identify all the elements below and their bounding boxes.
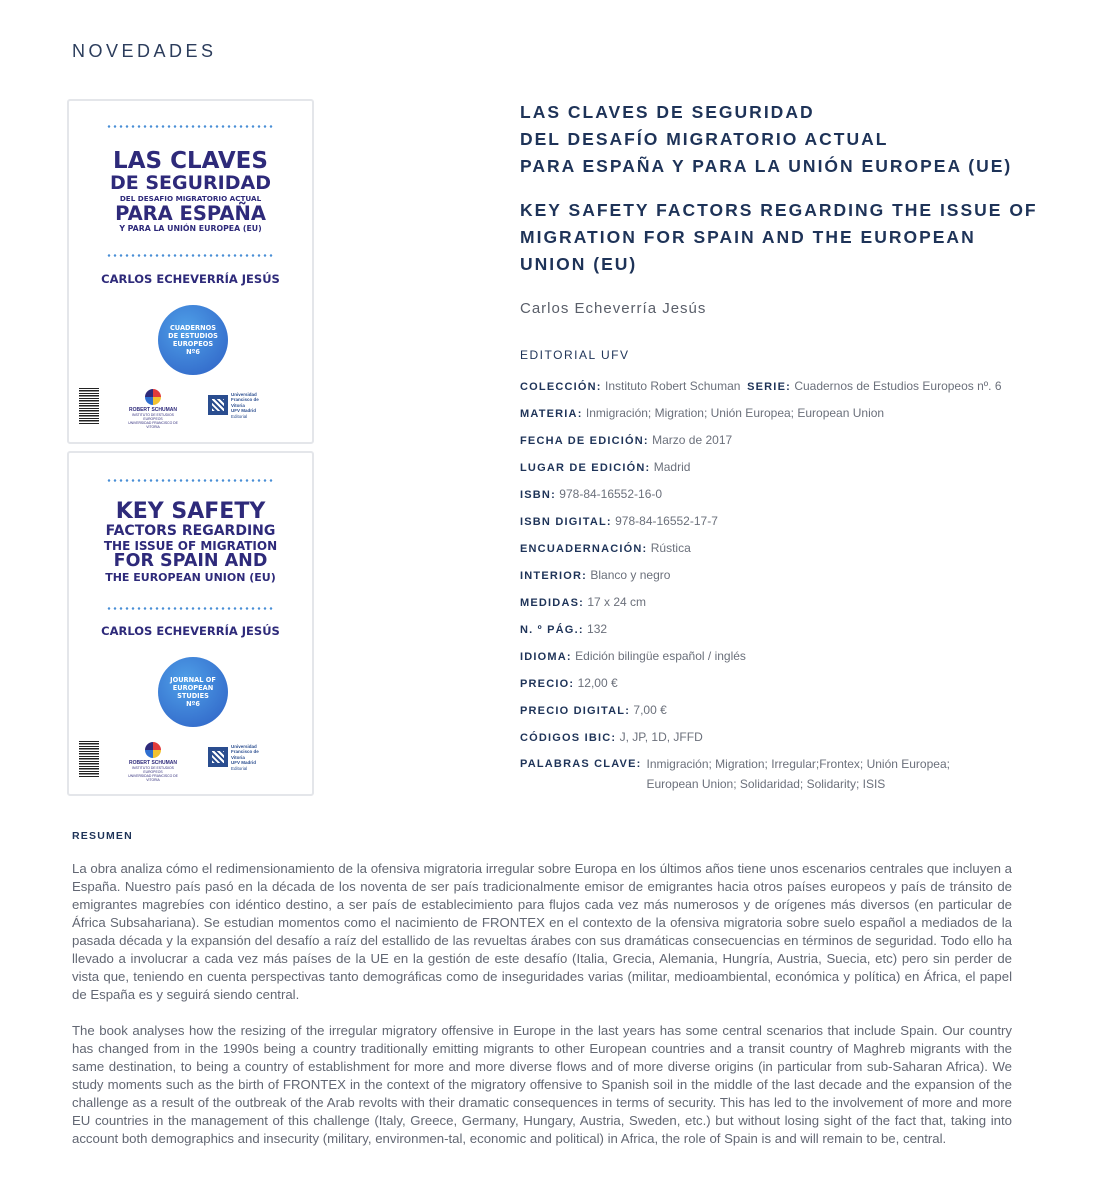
cover-title-line: KEY SAFETY	[115, 499, 266, 524]
title-line: LAS CLAVES DE SEGURIDAD	[520, 102, 815, 122]
meta-value: Cuadernos de Estudios Europeos nº. 6	[794, 379, 1002, 393]
meta-precio	[520, 673, 1060, 694]
meta-value: J, JP, 1D, JFFD	[619, 730, 703, 744]
meta-key: PRECIO:	[520, 678, 575, 690]
cover-title-line: DE SEGURIDAD	[110, 172, 271, 194]
meta-key: SERIE:	[747, 381, 791, 393]
cover-title-line: FOR SPAIN AND	[113, 551, 268, 571]
book-title-english	[520, 197, 1060, 278]
badge-line: JOURNAL OF	[170, 675, 216, 684]
meta-key: CÓDIGOS IBIC:	[520, 732, 617, 744]
series-badge	[158, 657, 228, 727]
badge-line: CUADERNOS	[169, 323, 216, 332]
logo-text: Editorial	[231, 765, 248, 771]
badge-line: EUROPEOS	[172, 340, 214, 348]
title-line: UNION (EU)	[520, 254, 638, 274]
section-label: NOVEDADES	[72, 41, 217, 61]
meta-materia	[520, 403, 1060, 424]
cover-title-line: FACTORS REGARDING	[105, 523, 276, 539]
badge-line: STUDIES	[177, 692, 209, 700]
logo-text: ROBERT SCHUMAN	[128, 407, 178, 413]
meta-key: MATERIA:	[520, 408, 583, 420]
meta-idioma	[520, 646, 1060, 667]
logo-text: UFV Madrid	[231, 760, 257, 766]
meta-value: Rústica	[650, 541, 691, 555]
resumen-spanish: La obra analiza cómo el redimensionamiento de la ofensiva migratoria irregular sobre Europa en los últimos años tiene unos escenarios centrales que incluyen a España. Nuestro país pasó en la década de los noventa de ser país tradicionalmente emisor de emigrantes hacia otros países europeos y país de tránsito de emigrantes magrebíes con idéntico destino, a ser país de establecimiento para flujos cada vez más numerosos y de orígenes más diversos (en particular de África Subsahariana). Se estudian momentos como el nacimiento de FRONTEX en el contexto de la ofensiva migratoria sobre suelo español a mediados de la pasada década y la expansión del desafío a raíz del estallido de las revueltas árabes con sus dramáticas consecuencias en términos de seguridad. Todo ello ha llevado a involucrar a cada vez más países de la UE en la gestión de este desafío (Italia, Grecia, Alemania, Hungría, Austria, Suecia, etc) pero sin perder de vista que, teniendo en cuenta perspectivas tanto demográficas como de inseguridades varias (militar, medioambiental, económica y política) en África, el papel de España es y seguirá siendo central.	[72, 861, 1012, 1002]
keywords-line: European Union; Solidaridad; Solidarity; ISIS	[646, 777, 886, 791]
meta-fecha	[520, 430, 1060, 451]
meta-encuadernacion	[520, 538, 1060, 559]
cover-author: CARLOS ECHEVERRÍA JESÚS	[101, 624, 280, 638]
series-badge	[158, 305, 228, 375]
dotted-divider	[106, 254, 275, 257]
meta-value: 978-84-16552-16-0	[559, 487, 663, 501]
cover-title-line: THE EUROPEAN UNION (EU)	[105, 570, 276, 584]
meta-value: Inmigración; Migration; Unión Europea; European Union	[585, 406, 885, 420]
meta-key: MEDIDAS:	[520, 597, 584, 609]
cover-author: CARLOS ECHEVERRÍA JESÚS	[101, 272, 280, 286]
meta-value: Madrid	[653, 460, 691, 474]
meta-key: COLECCIÓN:	[520, 381, 602, 393]
cover-title	[79, 150, 302, 233]
badge-line: DE ESTUDIOS	[168, 331, 218, 340]
meta-palabras-clave	[520, 754, 1060, 794]
book-cover-spanish[interactable]	[67, 99, 314, 444]
ufv-mark-icon	[208, 747, 228, 767]
cover-title-line: Y PARA LA UNIÓN EUROPEA (EU)	[119, 223, 262, 233]
meta-isbn	[520, 484, 1060, 505]
logo-text: INSTITUTO DE ESTUDIOS EUROPEOS	[132, 766, 174, 774]
barcode-icon	[79, 741, 99, 777]
ufv-mark-icon	[208, 395, 228, 415]
barcode-icon	[79, 388, 99, 424]
dotted-divider	[106, 479, 275, 482]
meta-key: PALABRAS CLAVE:	[520, 758, 642, 770]
cover-title	[79, 501, 302, 583]
logo-text: Francisco de Vitoria	[231, 397, 259, 408]
meta-key: IDIOMA:	[520, 651, 572, 663]
meta-key: PRECIO DIGITAL:	[520, 705, 631, 717]
meta-key: ISBN:	[520, 489, 556, 501]
book-cover-english[interactable]	[67, 451, 314, 796]
badge-line: Nº6	[186, 700, 200, 709]
book-title-spanish	[520, 99, 1060, 180]
meta-key: INTERIOR:	[520, 570, 588, 582]
meta-value: Blanco y negro	[590, 568, 671, 582]
meta-medidas	[520, 592, 1060, 613]
logo-text: UNIVERSIDAD FRANCISCO DE VITORIA	[128, 774, 178, 782]
dotted-divider	[106, 125, 275, 128]
meta-key: N. º PÁG.:	[520, 624, 584, 636]
robert-schuman-mark-icon	[145, 389, 161, 405]
badge-line: EUROPEAN	[172, 683, 214, 692]
badge-line: Nº6	[186, 348, 200, 357]
meta-value: 17 x 24 cm	[587, 595, 647, 609]
logo-text: INSTITUTO DE ESTUDIOS EUROPEOS	[132, 413, 174, 421]
meta-ibic	[520, 727, 1060, 748]
cover-title-line: PARA ESPAÑA	[115, 202, 266, 226]
meta-coleccion	[520, 376, 1060, 397]
keywords-line: Inmigración; Migration; Irregular;Frontex; Unión Europea;	[646, 757, 950, 771]
title-line: MIGRATION FOR SPAIN AND THE EUROPEAN	[520, 227, 976, 247]
cover-title-line: THE ISSUE OF MIGRATION	[103, 539, 278, 553]
meta-value	[646, 754, 1060, 794]
meta-paginas	[520, 619, 1060, 640]
robert-schuman-mark-icon	[145, 742, 161, 758]
book-author: Carlos Echeverría Jesús	[520, 300, 707, 317]
dotted-divider	[106, 607, 275, 610]
logo-text: Universidad	[231, 744, 257, 749]
robert-schuman-logo	[127, 389, 179, 429]
meta-value: 132	[587, 622, 608, 636]
title-line: KEY SAFETY FACTORS REGARDING THE ISSUE OF	[520, 200, 1038, 220]
meta-value: Marzo de 2017	[652, 433, 733, 447]
cover-title-line: LAS CLAVES	[113, 148, 268, 174]
meta-lugar	[520, 457, 1060, 478]
resumen-english: The book analyses how the resizing of the irregular migratory offensive in Europe in the last years has some central scenarios that include Spain. Our country has changed from in the 1990s being a country traditionally emitting migrants to other European countries and a transit country of Maghreb migrants with the same destination, to being a country of establishment for more and more diverse flows and of more diverse origins (in particular from sub-Saharan Africa). We study moments such as the birth of FRONTEX in the context of the migratory offensive to Spanish soil in the middle of the last decade and the expansion of the challenge as a result of the outbreak of the Arab revolts with their dramatic consequences in terms of security. This has led to the involvement of more and more EU countries in the management of this challenge (Italy, Greece, Germany, Hungary, Austria, Sweden, etc.) but without losing sight of the fact that, taking into account both demographics and insecurity (military, environmen-tal, economic and political) in Africa, the role of Spain is and will remain to be, central.	[72, 1023, 1012, 1146]
meta-key: ISBN DIGITAL:	[520, 516, 612, 528]
meta-isbn-digital	[520, 511, 1060, 532]
title-line: DEL DESAFÍO MIGRATORIO ACTUAL	[520, 129, 889, 149]
meta-value: Instituto Robert Schuman	[605, 379, 741, 393]
logo-text: Editorial	[231, 413, 248, 419]
meta-value: 978-84-16552-17-7	[615, 514, 718, 528]
robert-schuman-logo	[127, 742, 179, 782]
ufv-logo	[208, 744, 273, 771]
meta-value: Edición bilingüe español / inglés	[575, 649, 746, 663]
meta-precio-digital	[520, 700, 1060, 721]
logo-text: ROBERT SCHUMAN	[128, 760, 178, 766]
ufv-logo	[208, 392, 273, 419]
title-line: PARA ESPAÑA Y PARA LA UNIÓN EUROPEA (UE)	[520, 156, 1013, 176]
logo-text: UFV Madrid	[231, 408, 257, 414]
meta-value: 12,00 €	[577, 676, 618, 690]
logo-text: UNIVERSIDAD FRANCISCO DE VITORIA	[128, 421, 178, 429]
resumen-heading: RESUMEN	[72, 830, 133, 842]
meta-key: ENCUADERNACIÓN:	[520, 543, 648, 555]
logo-text: Francisco de Vitoria	[231, 749, 259, 760]
publisher: EDITORIAL UFV	[520, 348, 630, 362]
cover-title-line: DEL DESAFIO MIGRATORIO ACTUAL	[119, 194, 262, 203]
meta-key: FECHA DE EDICIÓN:	[520, 435, 649, 447]
meta-key: LUGAR DE EDICIÓN:	[520, 462, 651, 474]
meta-interior	[520, 565, 1060, 586]
logo-text: Universidad	[231, 392, 257, 397]
meta-value: 7,00 €	[633, 703, 667, 717]
